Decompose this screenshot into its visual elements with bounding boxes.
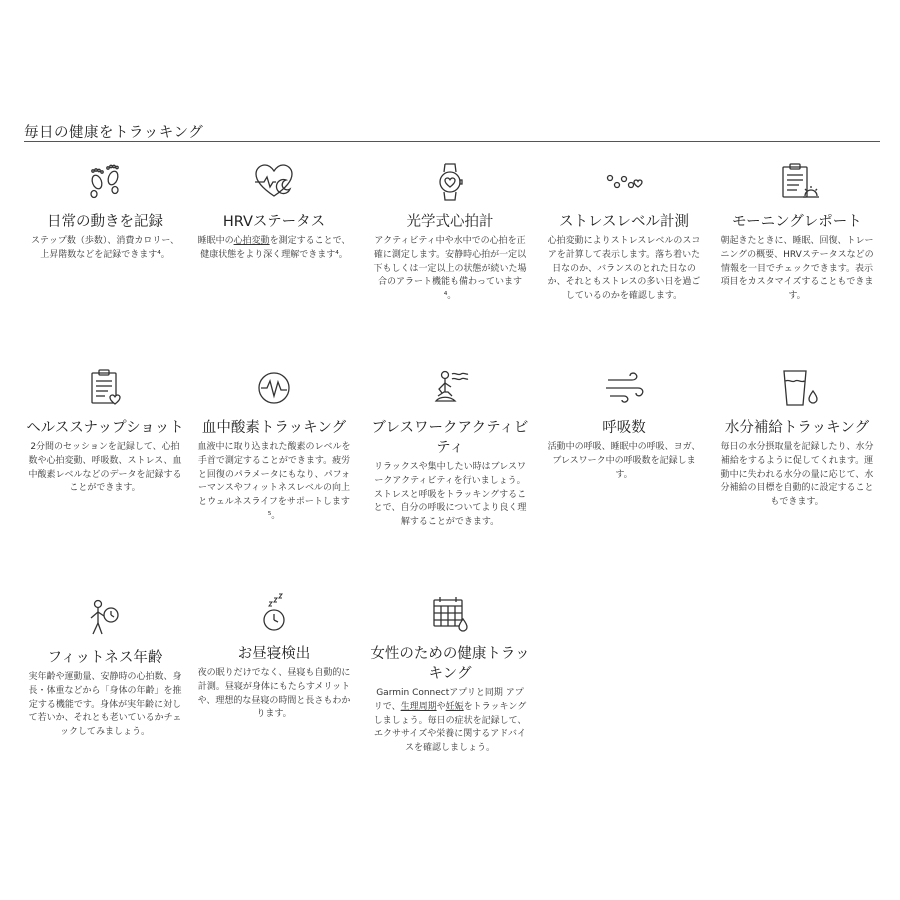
heart-moon-icon xyxy=(252,160,296,204)
section-divider xyxy=(24,141,880,142)
feature-nap-detection xyxy=(193,592,355,722)
feature-womens-health xyxy=(369,592,531,756)
feature-daily-activity xyxy=(24,160,186,263)
feature-title: モーニングレポート xyxy=(732,214,862,230)
feature-breathwork xyxy=(369,366,531,530)
calendar-drop-icon xyxy=(428,592,472,636)
feature-desc: ステップ数（歩数）、消費カロリー、上昇階数などを記録できます⁴。 xyxy=(31,236,179,260)
nap-clock-icon xyxy=(252,592,296,636)
feature-desc: 夜の眠りだけでなく、昼寝も自動的に計測。昼寝が身体にもたらすメリットや、理想的な昼寝の時間と長さもわかります。 xyxy=(197,668,351,720)
hydration-glass-icon xyxy=(775,366,819,410)
section-title: 毎日の健康をトラッキング xyxy=(24,125,204,141)
fitness-age-icon xyxy=(83,596,127,640)
morning-report-icon xyxy=(775,160,819,204)
feature-desc: Garmin Connectアプリと同期 アプリで、生理周期や妊娠をトラッキングしましょう。毎日の症状を記録して、エクササイズや栄養に関するアドバイスを確認しましょう。 xyxy=(373,688,527,754)
pulse-ox-icon xyxy=(252,366,296,410)
feature-desc: 朝起きたときに、睡眠、回復、トレーニングの概要、HRVステータスなどの情報を一目でチェックできます。表示項目をカスタマイズすることもできます。 xyxy=(720,236,874,302)
feature-optical-hr xyxy=(369,160,531,304)
breathwork-icon xyxy=(428,366,472,410)
feature-desc: 毎日の水分摂取量を記録したり、水分補給をするように促してくれます。運動中に失われる水分の量に応じて、水分補給の目標を自動的に設定することもできます。 xyxy=(720,442,874,508)
feature-title: HRVステータス xyxy=(222,214,326,230)
footprints-icon xyxy=(83,160,127,204)
feature-desc: 実年齢や運動量、安静時の心拍数、身長・体重などから「身体の年齢」を推定する機能です。身体が実年齢に対して若いか、それとも老いているかチェックしてみましょう。 xyxy=(28,672,182,738)
feature-desc: 活動中の呼吸、睡眠中の呼吸、ヨガ、ブレスワーク中の呼吸数を記録します。 xyxy=(547,442,701,480)
feature-hydration xyxy=(716,366,878,510)
feature-desc: 心拍変動によりストレスレベルのスコアを計算して表示します。落ち着いた日なのか、バランスのとれた日なのか、それともストレスの多い日を過ごしているのかを確認します。 xyxy=(547,236,701,302)
feature-title: 血中酸素トラッキング xyxy=(201,420,347,436)
hrv-link[interactable]: 心拍変動 xyxy=(233,236,270,246)
feature-title: ヘルススナップショット xyxy=(26,420,184,436)
feature-title: ストレスレベル計測 xyxy=(558,214,690,230)
stress-dots-icon xyxy=(602,160,646,204)
feature-desc: 血液中に取り込まれた酸素のレベルを手首で測定することができます。疲労と回復のパラメータにもなり、パフォーマンスやフィットネスレベルの向上とウェルネスライフをサポートします⁵。 xyxy=(197,442,351,521)
feature-fitness-age xyxy=(24,596,186,740)
feature-desc: 睡眠中の心拍変動を測定することで、健康状態をより深く理解できます⁴。 xyxy=(197,236,351,260)
feature-title: 女性のための健康トラッキング xyxy=(370,646,530,682)
feature-desc: 2分間のセッションを記録して、心拍数や心拍変動、呼吸数、ストレス、血中酸素レベルなどのデータを記録することができます。 xyxy=(28,442,182,494)
respiration-wind-icon xyxy=(602,366,646,410)
feature-hrv-status xyxy=(193,160,355,263)
feature-desc: リラックスや集中したい時はブレスワークアクティビティを行いましょう。ストレスと呼吸をトラッキングすることで、自分の呼吸についてより良く理解することができます。 xyxy=(373,462,527,528)
watch-heart-icon xyxy=(428,160,472,204)
feature-stress-level xyxy=(543,160,705,304)
feature-respiration xyxy=(543,366,705,482)
feature-title: ブレスワークアクティビティ xyxy=(371,420,529,456)
feature-title: お昼寝検出 xyxy=(237,646,311,662)
feature-title: フィットネス年齢 xyxy=(47,650,163,666)
pregnancy-link[interactable]: 妊娠 xyxy=(445,701,464,712)
feature-health-snapshot xyxy=(24,366,186,496)
feature-morning-report xyxy=(716,160,878,304)
feature-title: 呼吸数 xyxy=(602,420,646,436)
clipboard-heart-icon xyxy=(83,366,127,410)
feature-title: 光学式心拍計 xyxy=(406,214,494,230)
feature-pulse-ox xyxy=(193,366,355,524)
menstrual-cycle-link[interactable]: 生理周期 xyxy=(400,701,437,712)
feature-title: 水分補給トラッキング xyxy=(724,420,870,436)
feature-title: 日常の動きを記録 xyxy=(47,214,163,230)
feature-desc: アクティビティ中や水中での心拍を正確に測定します。安静時心拍が一定以下もしくは一定以上の状態が続いた場合のアラート機能も備わっています⁴。 xyxy=(373,236,527,302)
